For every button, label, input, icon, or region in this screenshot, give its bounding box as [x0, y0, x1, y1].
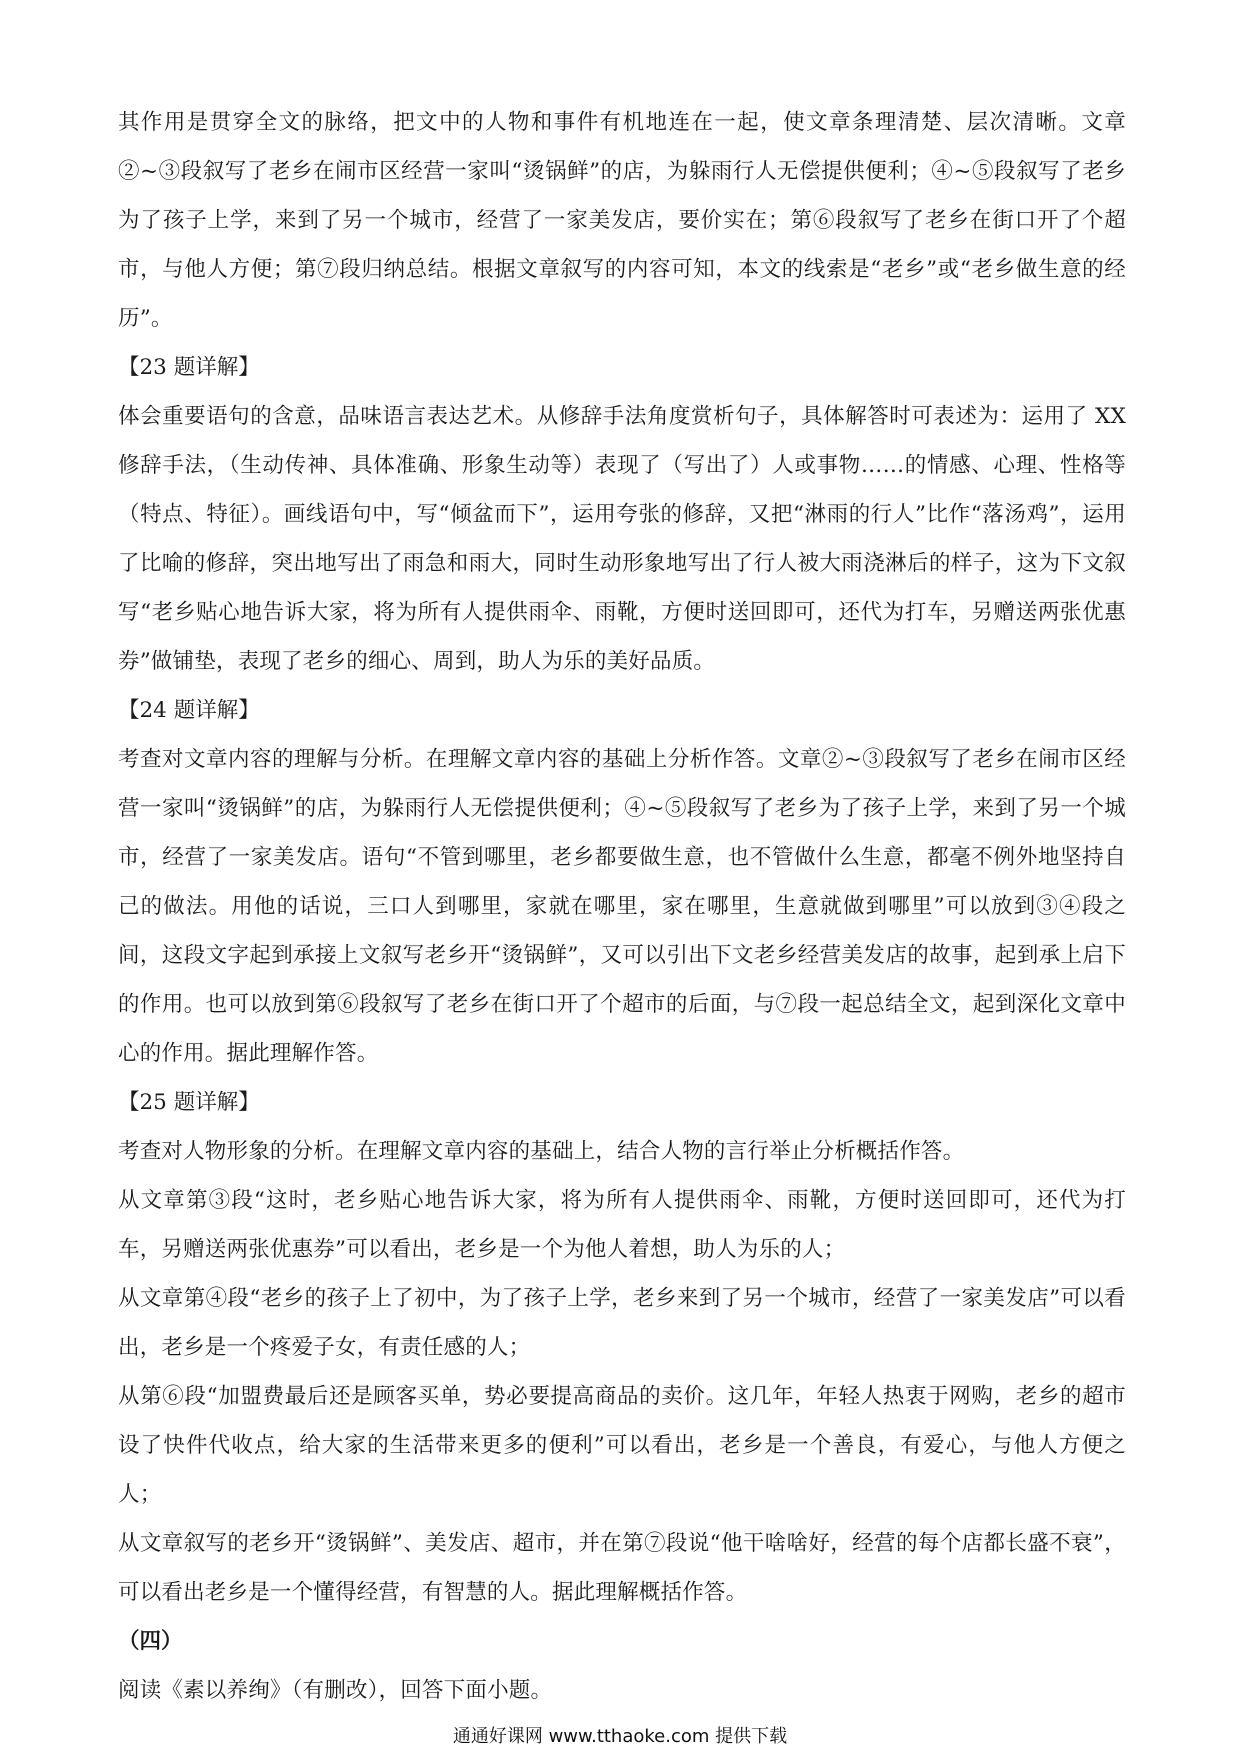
- page-footer: 通通好课网 www.tthaoke.com 提供下载: [452, 1726, 788, 1747]
- paragraph-q25-point-4: 从文章叙写的老乡开“烫锅鲜”、美发店、超市，并在第⑦段说“他干啥啥好，经营的每个店都长盛不衰”，可以看出老乡是一个懂得经营，有智慧的人。据此理解概括作答。: [118, 1531, 1126, 1605]
- paragraph-q24-answer: 考查对文章内容的理解与分析。在理解文章内容的基础上分析作答。文章②~③段叙写了老乡在闹市区经营一家叫“烫锅鲜”的店，为躲雨行人无偿提供便利；④~⑤段叙写了老乡为了孩子上学，来到了另一个城市，经营了一家美发店。语句“不管到哪里，老乡都要做生意，也不管做什么生意，都毫不例外地坚持自己的做法。用他的话说，三口人到哪里，家就在哪里，家在哪里，生意就做到哪里”可以放到③④段之间，这段文字起到承接上文叙写老乡开“烫锅鲜”，又可以引出下文老乡经营美发店的故事，起到承上启下的作用。也可以放到第⑥段叙写了老乡在街口开了个超市的后面，与⑦段一起总结全文，起到深化文章中心的作用。据此理解作答。: [118, 747, 1126, 1066]
- paragraph-22-answer: 其作用是贯穿全文的脉络，把文中的人物和事件有机地连在一起，使文章条理清楚、层次清晰。文章②~③段叙写了老乡在闹市区经营一家叫“烫锅鲜”的店，为躲雨行人无偿提供便利；④~⑤段叙写了老乡为了孩子上学，来到了另一个城市，经营了一家美发店，要价实在；第⑥段叙写了老乡在街口开了个超市，与他人方便；第⑦段归纳总结。根据文章叙写的内容可知，本文的线索是“老乡”或“老乡做生意的经历”。: [118, 110, 1126, 331]
- paragraph-q25-point-2: 从文章第④段“老乡的孩子上了初中，为了孩子上学，老乡来到了另一个城市，经营了一家美发店”可以看出，老乡是一个疼爱子女，有责任感的人；: [118, 1286, 1126, 1360]
- heading-q25: 【25 题详解】: [118, 1090, 260, 1115]
- document-body: [118, 98, 1126, 1715]
- paragraph-section-4-instruction: 阅读《素以养绚》（有删改），回答下面小题。: [118, 1678, 553, 1703]
- paragraph-q25-intro: 考查对人物形象的分析。在理解文章内容的基础上，结合人物的言行举止分析概括作答。: [118, 1139, 965, 1164]
- section-title-4: （四）: [118, 1629, 183, 1654]
- heading-q24: 【24 题详解】: [118, 698, 260, 723]
- paragraph-q23-answer: 体会重要语句的含意，品味语言表达艺术。从修辞手法角度赏析句子，具体解答时可表述为：运用了 XX 修辞手法，（生动传神、具体准确、形象生动等）表现了（写出了）人或事物……的情感、心理、性格等（特点、特征）。画线语句中，写“倾盆而下”，运用夸张的修辞，又把“淋雨的行人”比作“落汤鸡”，运用了比喻的修辞，突出地写出了雨急和雨大，同时生动形象地写出了行人被大雨浇淋后的样子，这为下文叙写“老乡贴心地告诉大家，将为所有人提供雨伞、雨靴，方便时送回即可，还代为打车，另赠送两张优惠券”做铺垫，表现了老乡的细心、周到，助人为乐的美好品质。: [118, 404, 1126, 674]
- paragraph-q25-point-1: 从文章第③段“这时，老乡贴心地告诉大家，将为所有人提供雨伞、雨靴，方便时送回即可，还代为打车，另赠送两张优惠券”可以看出，老乡是一个为他人着想，助人为乐的人；: [118, 1188, 1126, 1262]
- heading-q23: 【23 题详解】: [118, 355, 260, 380]
- paragraph-q25-point-3: 从第⑥段“加盟费最后还是顾客买单，势必要提高商品的卖价。这几年，年轻人热衷于网购，老乡的超市设了快件代收点，给大家的生活带来更多的便利”可以看出，老乡是一个善良，有爱心，与他人方便之人；: [118, 1384, 1126, 1507]
